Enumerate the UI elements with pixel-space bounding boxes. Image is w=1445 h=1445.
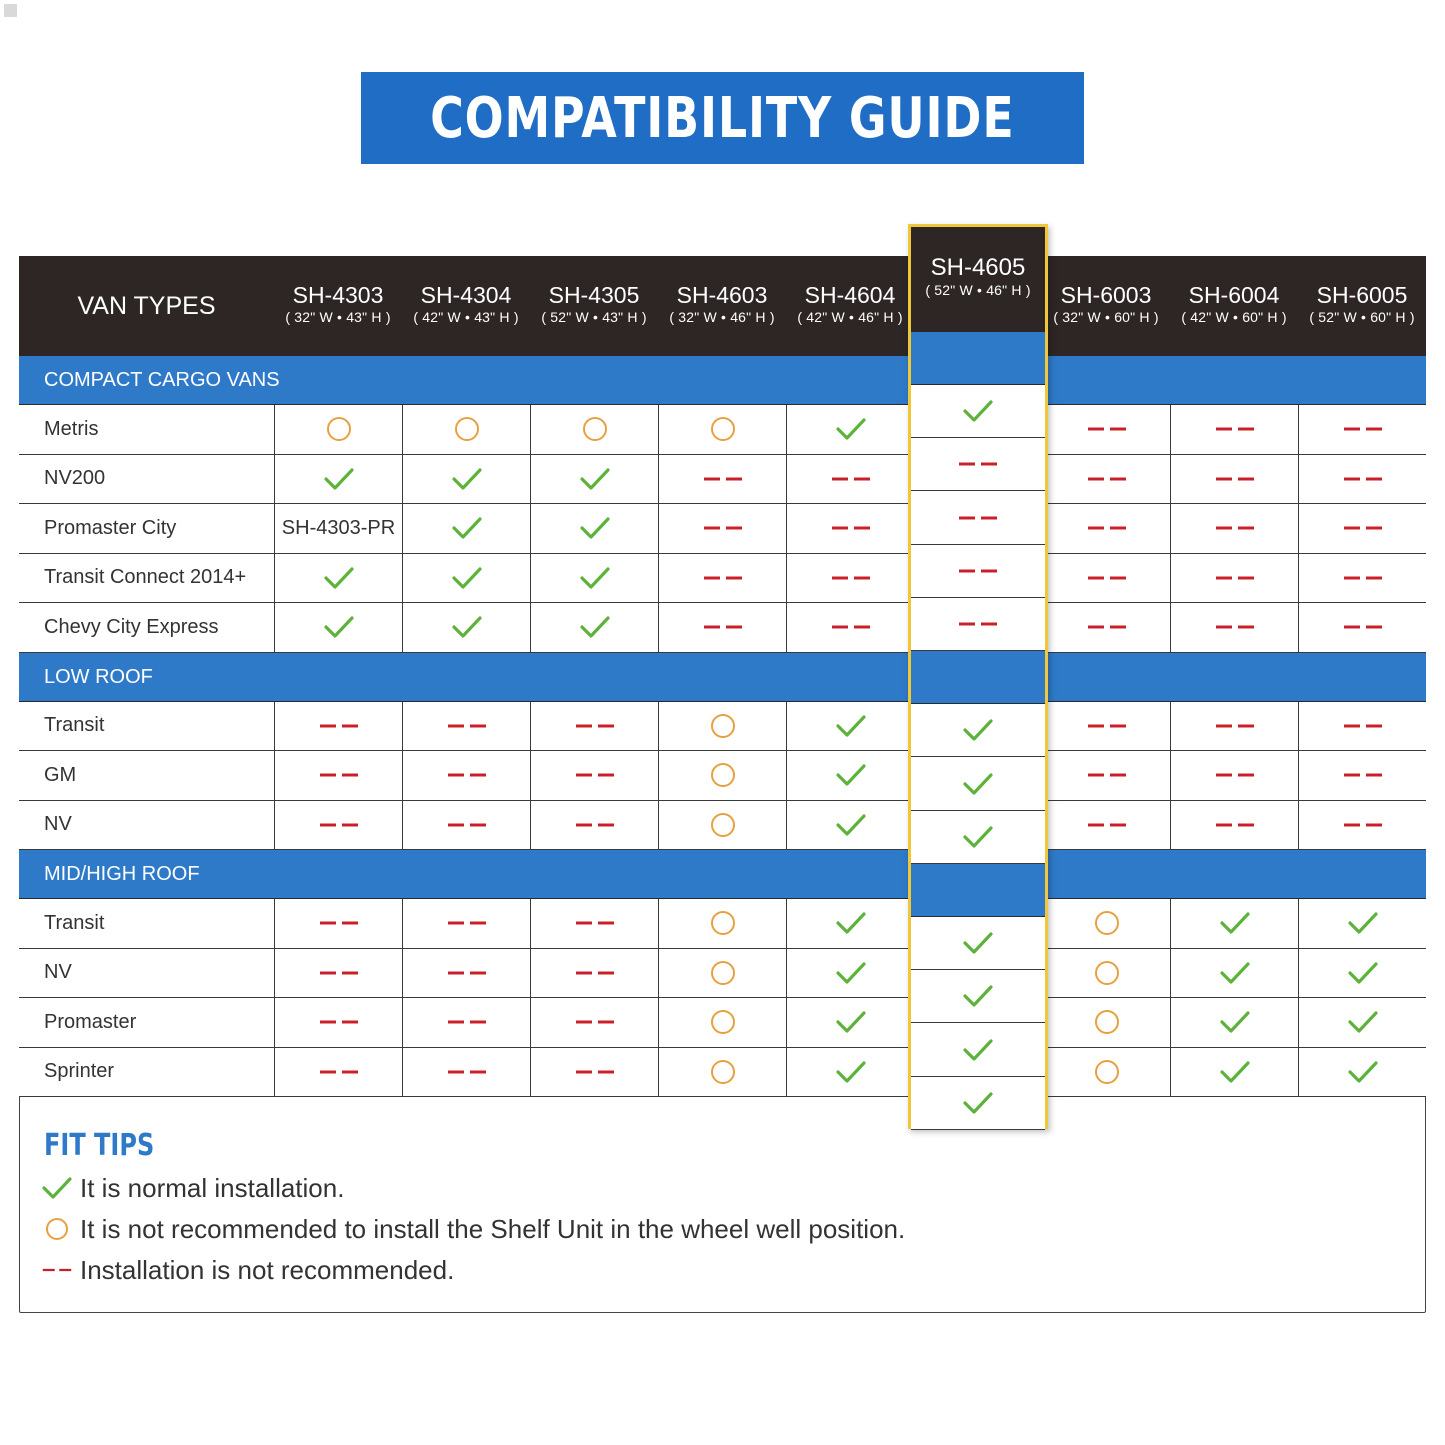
circle-icon: [711, 417, 735, 441]
column-dims: ( 52" W • 60" H ): [1309, 309, 1415, 325]
dash-icon: [1215, 624, 1255, 630]
highlight-cell: [911, 385, 1045, 438]
table-row: [19, 998, 1426, 1048]
highlight-section-band: [911, 332, 1045, 385]
table-cell: [1170, 504, 1298, 553]
table-cell: [1298, 949, 1426, 998]
table-cell: [402, 998, 530, 1047]
column-name: SH-4304: [420, 282, 512, 308]
fit-tip: [42, 1172, 344, 1204]
column-header: [274, 256, 402, 356]
table-cell: [786, 801, 914, 850]
table-cell: [402, 1048, 530, 1097]
table-cell: [530, 751, 658, 800]
highlight-cell: [911, 970, 1045, 1023]
highlight-section-band: [911, 651, 1045, 704]
dash-icon: [319, 723, 359, 729]
table-cell: [1298, 504, 1426, 553]
check-icon: [42, 1176, 72, 1200]
check-icon: [836, 961, 866, 985]
table-cell: [1042, 899, 1170, 948]
table-cell: [1042, 998, 1170, 1047]
dash-icon: [1343, 476, 1383, 482]
table-cell: [274, 998, 402, 1047]
table-cell: [274, 751, 402, 800]
table-cell: [1170, 949, 1298, 998]
check-icon: [452, 566, 482, 590]
dash-icon: [1087, 624, 1127, 630]
table-cell: [1298, 455, 1426, 504]
circle-icon: [711, 763, 735, 787]
check-icon: [963, 772, 993, 796]
table-cell: [274, 455, 402, 504]
dash-icon: [958, 515, 998, 521]
table-cell: [274, 949, 402, 998]
table-cell: [786, 1048, 914, 1097]
section-label: MID/HIGH ROOF: [44, 863, 200, 885]
section-header: [19, 356, 1426, 405]
dash-icon: [447, 920, 487, 926]
circle-icon: [1095, 911, 1119, 935]
dash-icon: [831, 476, 871, 482]
dash-icon: [447, 772, 487, 778]
fit-tips-title: FIT TIPS: [44, 1128, 155, 1163]
table-cell: [1298, 1048, 1426, 1097]
dash-icon: [958, 568, 998, 574]
dash-icon: [703, 476, 743, 482]
check-icon: [1348, 1010, 1378, 1034]
table-cell: [1042, 455, 1170, 504]
van-type-label: GM: [44, 763, 77, 786]
column-dims: ( 52" W • 46" H ): [925, 282, 1031, 298]
fit-tip-text: It is not recommended to install the Shelf Unit in the wheel well position.: [80, 1213, 906, 1244]
dash-icon: [703, 575, 743, 581]
column-dims: ( 42" W • 46" H ): [797, 309, 903, 325]
circle-icon: [711, 714, 735, 738]
table-cell: [274, 504, 402, 553]
column-dims: ( 32" W • 43" H ): [285, 309, 391, 325]
table-cell: [1170, 702, 1298, 751]
table-cell: [530, 1048, 658, 1097]
check-icon: [836, 417, 866, 441]
dash-icon: [575, 723, 615, 729]
title-banner: [361, 72, 1084, 164]
fit-tip-text: It is normal installation.: [80, 1172, 345, 1203]
dash-icon: [447, 723, 487, 729]
column-name: SH-4303: [292, 282, 384, 308]
table-cell: [1170, 998, 1298, 1047]
column-header: [786, 256, 914, 356]
dash-icon: [575, 1019, 615, 1025]
table-cell: [1298, 603, 1426, 652]
section-label: LOW ROOF: [44, 665, 153, 688]
table-cell: [786, 554, 914, 603]
table-cell: [658, 554, 786, 603]
check-icon: [836, 813, 866, 837]
dash-icon: [1343, 624, 1383, 630]
check-icon: [1348, 911, 1378, 935]
fit-tip: [42, 1254, 454, 1286]
van-type-label: Metris: [44, 417, 99, 440]
dash-icon: [831, 624, 871, 630]
circle-icon: [1095, 1010, 1119, 1034]
dash-icon: [319, 920, 359, 926]
dash-icon: [703, 624, 743, 630]
circle-icon: [711, 1060, 735, 1084]
section-label: COMPACT CARGO VANS: [44, 369, 280, 391]
dash-icon: [831, 525, 871, 531]
dash-icon: [1087, 723, 1127, 729]
highlight-cell: [911, 1077, 1045, 1130]
table-cell: [1170, 1048, 1298, 1097]
dash-icon: [1343, 822, 1383, 828]
dash-icon: [1215, 575, 1255, 581]
circle-icon: [711, 961, 735, 985]
table-cell: [1298, 751, 1426, 800]
check-icon: [452, 615, 482, 639]
table-cell: [402, 702, 530, 751]
check-icon: [836, 763, 866, 787]
check-icon: [963, 825, 993, 849]
column-header-highlighted: [911, 227, 1045, 332]
column-dims: ( 32" W • 60" H ): [1053, 309, 1159, 325]
table-cell: [658, 949, 786, 998]
table-cell: [530, 603, 658, 652]
column-name: SH-4305: [548, 282, 640, 308]
column-dims: ( 42" W • 43" H ): [413, 309, 519, 325]
table-cell: [1042, 702, 1170, 751]
table-cell: [658, 405, 786, 454]
table-cell: [786, 603, 914, 652]
table-cell: [530, 504, 658, 553]
table-cell: [402, 801, 530, 850]
table-cell: [1042, 405, 1170, 454]
table-cell: [658, 899, 786, 948]
check-icon: [836, 714, 866, 738]
dash-icon: [447, 822, 487, 828]
table-cell: [1298, 899, 1426, 948]
table-cell: [274, 405, 402, 454]
table-cell: [786, 899, 914, 948]
table-cell: [1170, 405, 1298, 454]
dash-icon: [1215, 525, 1255, 531]
table-cell: [402, 751, 530, 800]
table-cell: [530, 554, 658, 603]
table-cell: [274, 1048, 402, 1097]
table-cell: [402, 405, 530, 454]
column-dims: ( 42" W • 60" H ): [1181, 309, 1287, 325]
table-cell: [1042, 554, 1170, 603]
van-type-label: Promaster City: [44, 516, 177, 539]
dash-icon: [1087, 822, 1127, 828]
highlight-cell: [911, 1024, 1045, 1077]
table-cell: [530, 405, 658, 454]
check-icon: [836, 1060, 866, 1084]
table-row: [19, 1048, 1426, 1098]
check-icon: [963, 984, 993, 1008]
check-icon: [324, 615, 354, 639]
table-cell: [530, 899, 658, 948]
dash-icon: [1087, 426, 1127, 432]
van-types-header: VAN TYPES: [77, 291, 216, 320]
van-type-label: NV: [44, 813, 72, 836]
check-icon: [1348, 961, 1378, 985]
dash-icon: [703, 525, 743, 531]
table-row: [19, 455, 1426, 505]
column-header: [530, 256, 658, 356]
table-cell: [1170, 899, 1298, 948]
check-icon: [452, 516, 482, 540]
highlighted-column-sh-4605: [908, 224, 1048, 1129]
table-cell: [530, 702, 658, 751]
table-cell: [786, 949, 914, 998]
table-cell: [1042, 751, 1170, 800]
dash-icon: [447, 970, 487, 976]
column-name: SH-6003: [1060, 282, 1152, 308]
check-icon: [580, 615, 610, 639]
fit-tip: [42, 1213, 905, 1245]
table-cell: [658, 751, 786, 800]
column-dims: ( 32" W • 46" H ): [669, 309, 775, 325]
dash-legend-icon: [42, 1267, 72, 1273]
table-cell: [1298, 801, 1426, 850]
highlight-cell: [911, 438, 1045, 491]
highlight-cell: [911, 492, 1045, 545]
table-cell: [1170, 455, 1298, 504]
dash-icon: [447, 1019, 487, 1025]
dash-icon: [575, 970, 615, 976]
table-cell: [658, 702, 786, 751]
dash-icon: [447, 1069, 487, 1075]
table-cell: [1298, 554, 1426, 603]
table-row: [19, 899, 1426, 949]
table-cell: [786, 455, 914, 504]
table-cell: [530, 455, 658, 504]
highlight-cell: [911, 545, 1045, 598]
table-row: [19, 603, 1426, 653]
check-icon: [836, 1010, 866, 1034]
dash-icon: [1215, 426, 1255, 432]
dash-icon: [1215, 772, 1255, 778]
highlight-cell: [911, 811, 1045, 864]
dash-icon: [1087, 476, 1127, 482]
check-icon: [1220, 1010, 1250, 1034]
circle-icon: [711, 911, 735, 935]
check-icon: [836, 911, 866, 935]
table-cell: [786, 702, 914, 751]
column-name: SH-4605: [930, 254, 1026, 281]
check-icon: [452, 467, 482, 491]
check-icon: [1220, 961, 1250, 985]
page-title: COMPATIBILITY GUIDE: [430, 85, 1015, 151]
check-icon: [1220, 911, 1250, 935]
table-cell: [786, 998, 914, 1047]
dash-icon: [1343, 525, 1383, 531]
check-icon: [963, 1038, 993, 1062]
table-cell: [530, 949, 658, 998]
dash-icon: [575, 772, 615, 778]
table-cell: [1298, 405, 1426, 454]
van-type-label: Promaster: [44, 1010, 137, 1033]
dash-icon: [575, 1069, 615, 1075]
table-cell: [274, 801, 402, 850]
table-cell: [658, 998, 786, 1047]
table-cell: [530, 998, 658, 1047]
table-cell: [658, 1048, 786, 1097]
highlight-cell: [911, 758, 1045, 811]
table-cell: [786, 405, 914, 454]
check-icon: [963, 1091, 993, 1115]
table-cell: [658, 603, 786, 652]
cell-text: SH-4303-PR: [281, 516, 396, 539]
van-type-label: NV: [44, 961, 72, 984]
check-icon: [963, 931, 993, 955]
table-cell: [786, 504, 914, 553]
dash-icon: [319, 772, 359, 778]
van-type-label: Sprinter: [44, 1060, 115, 1083]
dash-icon: [319, 822, 359, 828]
table-cell: [274, 702, 402, 751]
van-type-label: Transit Connect 2014+: [44, 566, 247, 589]
check-icon: [580, 566, 610, 590]
check-icon: [1348, 1060, 1378, 1084]
dash-icon: [575, 920, 615, 926]
table-cell: [1042, 949, 1170, 998]
table-cell: [402, 455, 530, 504]
circle-icon: [583, 417, 607, 441]
check-legend-icon: [42, 1176, 72, 1200]
column-name: SH-6004: [1188, 282, 1280, 308]
dash-icon: [1343, 426, 1383, 432]
dash-icon: [1215, 476, 1255, 482]
table-cell: [1042, 603, 1170, 652]
check-icon: [580, 516, 610, 540]
check-icon: [324, 467, 354, 491]
highlight-cell: [911, 704, 1045, 757]
table-cell: [1170, 751, 1298, 800]
highlight-section-band: [911, 864, 1045, 917]
van-type-label: NV200: [44, 467, 106, 490]
van-type-label: Transit: [44, 714, 105, 737]
circle-icon: [1095, 1060, 1119, 1084]
table-cell: [1298, 998, 1426, 1047]
circle-icon: [1095, 961, 1119, 985]
table-cell: [1170, 554, 1298, 603]
table-row: [19, 504, 1426, 554]
dash-icon: [1087, 525, 1127, 531]
table-row: [19, 702, 1426, 752]
circle-icon: [46, 1218, 68, 1240]
column-header: [1170, 256, 1298, 356]
table-cell: [274, 554, 402, 603]
circle-icon: [327, 417, 351, 441]
dash-icon: [319, 1069, 359, 1075]
table-cell: [402, 603, 530, 652]
section-header: [19, 653, 1426, 702]
table-cell: [786, 751, 914, 800]
table-row: [19, 949, 1426, 999]
column-header: [402, 256, 530, 356]
table-cell: [1042, 504, 1170, 553]
dash-icon: [958, 621, 998, 627]
table-cell: [1170, 801, 1298, 850]
fit-tip-text: Installation is not recommended.: [80, 1254, 455, 1285]
table-cell: [402, 554, 530, 603]
dash-icon: [958, 461, 998, 467]
circle-icon: [455, 417, 479, 441]
column-name: SH-4604: [804, 282, 896, 308]
circle-icon: [711, 813, 735, 837]
van-type-label: Chevy City Express: [44, 615, 219, 638]
highlight-cell: [911, 598, 1045, 651]
column-header: [658, 256, 786, 356]
corner-mark: [4, 4, 17, 17]
table-cell: [402, 504, 530, 553]
table-cell: [1042, 1048, 1170, 1097]
dash-icon: [1087, 575, 1127, 581]
table-cell: [1042, 801, 1170, 850]
dash-icon: [831, 575, 871, 581]
dash-icon: [1343, 575, 1383, 581]
dash-icon: [1215, 723, 1255, 729]
dash-icon: [319, 970, 359, 976]
dash-icon: [575, 822, 615, 828]
table-cell: [402, 899, 530, 948]
dash-icon: [1343, 772, 1383, 778]
check-icon: [963, 399, 993, 423]
table-row: [19, 554, 1426, 604]
table-row: [19, 751, 1426, 801]
table-row: [19, 801, 1426, 851]
table-cell: [402, 949, 530, 998]
check-icon: [324, 566, 354, 590]
table-cell: [1298, 702, 1426, 751]
column-name: SH-4603: [676, 282, 768, 308]
column-name: SH-6005: [1316, 282, 1408, 308]
table-cell: [530, 801, 658, 850]
circle-legend-icon: [42, 1218, 72, 1240]
van-type-label: Transit: [44, 911, 105, 934]
section-header: [19, 850, 1426, 899]
check-icon: [1220, 1060, 1250, 1084]
dash-icon: [1343, 723, 1383, 729]
table-cell: [1170, 603, 1298, 652]
table-cell: [658, 455, 786, 504]
check-icon: [963, 718, 993, 742]
circle-icon: [711, 1010, 735, 1034]
column-header: [1298, 256, 1426, 356]
column-dims: ( 52" W • 43" H ): [541, 309, 647, 325]
table-cell: [658, 504, 786, 553]
table-cell: [274, 899, 402, 948]
highlight-cell: [911, 917, 1045, 970]
table-row: [19, 405, 1426, 455]
table-cell: [658, 801, 786, 850]
dash-icon: [1087, 772, 1127, 778]
dash-icon: [319, 1019, 359, 1025]
column-header: [1042, 256, 1170, 356]
dash-icon: [1215, 822, 1255, 828]
dash-icon: [42, 1267, 72, 1273]
check-icon: [580, 467, 610, 491]
table-cell: [274, 603, 402, 652]
